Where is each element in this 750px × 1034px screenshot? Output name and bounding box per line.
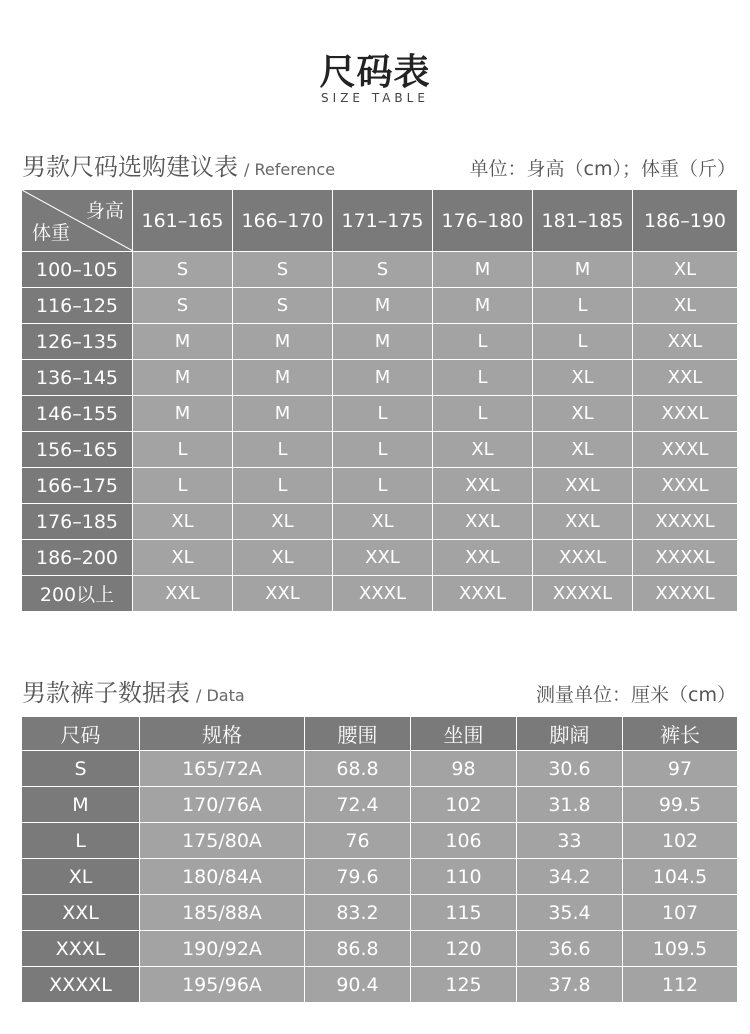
size-cell: L — [133, 432, 233, 468]
size-cell: M — [233, 360, 333, 396]
pants-value-cell: 180/84A — [140, 859, 305, 895]
size-cell: M — [233, 396, 333, 432]
size-table-row — [22, 432, 738, 468]
height-column-header: 176–180 — [433, 190, 533, 252]
size-cell: XXXXL — [533, 576, 633, 612]
size-cell: XXXXL — [633, 540, 738, 576]
size-cell: S — [233, 252, 333, 288]
size-cell: XL — [533, 360, 633, 396]
size-recommendation-table — [21, 189, 738, 612]
size-cell: XXL — [333, 540, 433, 576]
size-cell: XXL — [533, 504, 633, 540]
size-cell: M — [333, 324, 433, 360]
pants-table-row — [22, 787, 738, 823]
pants-value-cell: 72.4 — [305, 787, 411, 823]
pants-table-row — [22, 859, 738, 895]
pants-value-cell: 97 — [623, 751, 738, 787]
size-cell: XXL — [633, 324, 738, 360]
pants-table-row — [22, 967, 738, 1003]
size-cell: XXXXL — [633, 576, 738, 612]
pants-table-body — [22, 751, 738, 1003]
size-table-corner-cell — [22, 190, 133, 252]
size-cell: L — [533, 288, 633, 324]
size-cell: M — [433, 252, 533, 288]
size-section-unit: 单位：身高（cm）；体重（斤） — [469, 158, 736, 180]
pants-value-cell: 195/96A — [140, 967, 305, 1003]
size-cell: XXL — [433, 468, 533, 504]
pants-section-title: 男款裤子数据表 — [22, 679, 190, 707]
pants-value-cell: 83.2 — [305, 895, 411, 931]
pants-value-cell: 90.4 — [305, 967, 411, 1003]
pants-column-header: 腰围 — [305, 717, 411, 751]
pants-size-cell: XXL — [22, 895, 140, 931]
pants-value-cell: 175/80A — [140, 823, 305, 859]
size-cell: XXL — [433, 540, 533, 576]
weight-row-header: 156–165 — [22, 432, 133, 468]
pants-section-title-group — [22, 673, 245, 708]
pants-value-cell: 125 — [411, 967, 517, 1003]
size-table-body — [22, 252, 738, 612]
pants-table-row — [22, 823, 738, 859]
size-cell: XL — [633, 288, 738, 324]
size-cell: XXL — [133, 576, 233, 612]
pants-value-cell: 31.8 — [517, 787, 623, 823]
height-column-header: 161–165 — [133, 190, 233, 252]
pants-section-header — [22, 673, 736, 707]
size-cell: L — [233, 432, 333, 468]
pants-value-cell: 185/88A — [140, 895, 305, 931]
pants-value-cell: 165/72A — [140, 751, 305, 787]
size-cell: S — [133, 252, 233, 288]
pants-column-header: 脚阔 — [517, 717, 623, 751]
pants-value-cell: 109.5 — [623, 931, 738, 967]
size-table-row — [22, 324, 738, 360]
corner-weight-label: 体重 — [32, 222, 71, 244]
weight-row-header: 146–155 — [22, 396, 133, 432]
pants-value-cell: 98 — [411, 751, 517, 787]
size-cell: XL — [433, 432, 533, 468]
size-cell: XXXL — [533, 540, 633, 576]
size-cell: XL — [533, 432, 633, 468]
pants-value-cell: 190/92A — [140, 931, 305, 967]
pants-value-cell: 170/76A — [140, 787, 305, 823]
size-cell: XXL — [533, 468, 633, 504]
pants-table-row — [22, 751, 738, 787]
weight-row-header: 166–175 — [22, 468, 133, 504]
size-cell: L — [433, 360, 533, 396]
pants-value-cell: 33 — [517, 823, 623, 859]
weight-row-header: 126–135 — [22, 324, 133, 360]
pants-table-header-row — [22, 717, 738, 751]
size-cell: M — [233, 324, 333, 360]
size-cell: L — [533, 324, 633, 360]
weight-row-header: 200以上 — [22, 576, 133, 612]
size-cell: L — [333, 396, 433, 432]
pants-column-header: 规格 — [140, 717, 305, 751]
pants-data-table — [21, 716, 738, 1003]
size-cell: L — [333, 468, 433, 504]
height-column-header: 171–175 — [333, 190, 433, 252]
size-cell: L — [433, 324, 533, 360]
height-column-header: 186–190 — [633, 190, 738, 252]
size-cell: XXXL — [633, 396, 738, 432]
pants-table-row — [22, 895, 738, 931]
corner-height-label: 身高 — [85, 200, 124, 222]
size-cell: XL — [133, 504, 233, 540]
size-cell: XL — [133, 540, 233, 576]
size-cell: XL — [333, 504, 433, 540]
pants-size-cell: XXXXL — [22, 967, 140, 1003]
pants-value-cell: 115 — [411, 895, 517, 931]
size-cell: XL — [233, 540, 333, 576]
size-table-row — [22, 288, 738, 324]
size-cell: M — [133, 324, 233, 360]
pants-value-cell: 112 — [623, 967, 738, 1003]
weight-row-header: 100–105 — [22, 252, 133, 288]
pants-value-cell: 110 — [411, 859, 517, 895]
size-cell: L — [333, 432, 433, 468]
size-cell: XL — [233, 504, 333, 540]
pants-size-cell: XXXL — [22, 931, 140, 967]
pants-size-cell: XL — [22, 859, 140, 895]
size-section-title-group — [22, 147, 335, 182]
pants-size-cell: L — [22, 823, 140, 859]
pants-value-cell: 120 — [411, 931, 517, 967]
size-cell: M — [333, 360, 433, 396]
pants-column-header: 尺码 — [22, 717, 140, 751]
size-table-row — [22, 252, 738, 288]
pants-value-cell: 35.4 — [517, 895, 623, 931]
pants-section-unit: 测量单位：厘米（cm） — [536, 684, 736, 706]
size-table-row — [22, 576, 738, 612]
size-cell: M — [433, 288, 533, 324]
size-cell: L — [233, 468, 333, 504]
size-table-row — [22, 540, 738, 576]
size-cell: M — [133, 360, 233, 396]
height-column-header: 166–170 — [233, 190, 333, 252]
size-cell: L — [433, 396, 533, 432]
size-cell: S — [233, 288, 333, 324]
size-cell: XXL — [433, 504, 533, 540]
size-table-row — [22, 468, 738, 504]
pants-size-cell: S — [22, 751, 140, 787]
size-cell: M — [133, 396, 233, 432]
pants-value-cell: 36.6 — [517, 931, 623, 967]
size-section-header — [22, 147, 736, 181]
size-cell: S — [333, 252, 433, 288]
weight-row-header: 116–125 — [22, 288, 133, 324]
page-title: 尺码表 — [319, 52, 431, 93]
weight-row-header: 186–200 — [22, 540, 133, 576]
pants-value-cell: 107 — [623, 895, 738, 931]
size-table-row — [22, 360, 738, 396]
pants-value-cell: 102 — [623, 823, 738, 859]
pants-value-cell: 76 — [305, 823, 411, 859]
page-subtitle: SIZE TABLE — [321, 91, 429, 105]
pants-section-title-en: / Data — [196, 686, 245, 705]
size-cell: XXXXL — [633, 504, 738, 540]
size-table-row — [22, 504, 738, 540]
weight-row-header: 176–185 — [22, 504, 133, 540]
size-cell: M — [533, 252, 633, 288]
pants-size-cell: M — [22, 787, 140, 823]
size-cell: XL — [533, 396, 633, 432]
size-cell: M — [333, 288, 433, 324]
size-table-row — [22, 396, 738, 432]
size-cell: S — [133, 288, 233, 324]
size-cell: XXXL — [433, 576, 533, 612]
size-cell: L — [133, 468, 233, 504]
pants-value-cell: 99.5 — [623, 787, 738, 823]
size-cell: XXL — [633, 360, 738, 396]
pants-value-cell: 79.6 — [305, 859, 411, 895]
size-table-header-row — [22, 190, 738, 252]
pants-value-cell: 34.2 — [517, 859, 623, 895]
pants-value-cell: 102 — [411, 787, 517, 823]
size-cell: XXXL — [333, 576, 433, 612]
size-section-title: 男款尺码选购建议表 — [22, 153, 238, 181]
pants-column-header: 坐围 — [411, 717, 517, 751]
pants-value-cell: 104.5 — [623, 859, 738, 895]
size-cell: XXXL — [633, 468, 738, 504]
height-column-header: 181–185 — [533, 190, 633, 252]
pants-value-cell: 30.6 — [517, 751, 623, 787]
size-cell: XL — [633, 252, 738, 288]
pants-table-row — [22, 931, 738, 967]
size-cell: XXL — [233, 576, 333, 612]
weight-row-header: 136–145 — [22, 360, 133, 396]
pants-value-cell: 68.8 — [305, 751, 411, 787]
pants-column-header: 裤长 — [623, 717, 738, 751]
pants-value-cell: 86.8 — [305, 931, 411, 967]
pants-value-cell: 37.8 — [517, 967, 623, 1003]
size-section-title-en: / Reference — [244, 160, 336, 179]
pants-value-cell: 106 — [411, 823, 517, 859]
size-cell: XXXL — [633, 432, 738, 468]
